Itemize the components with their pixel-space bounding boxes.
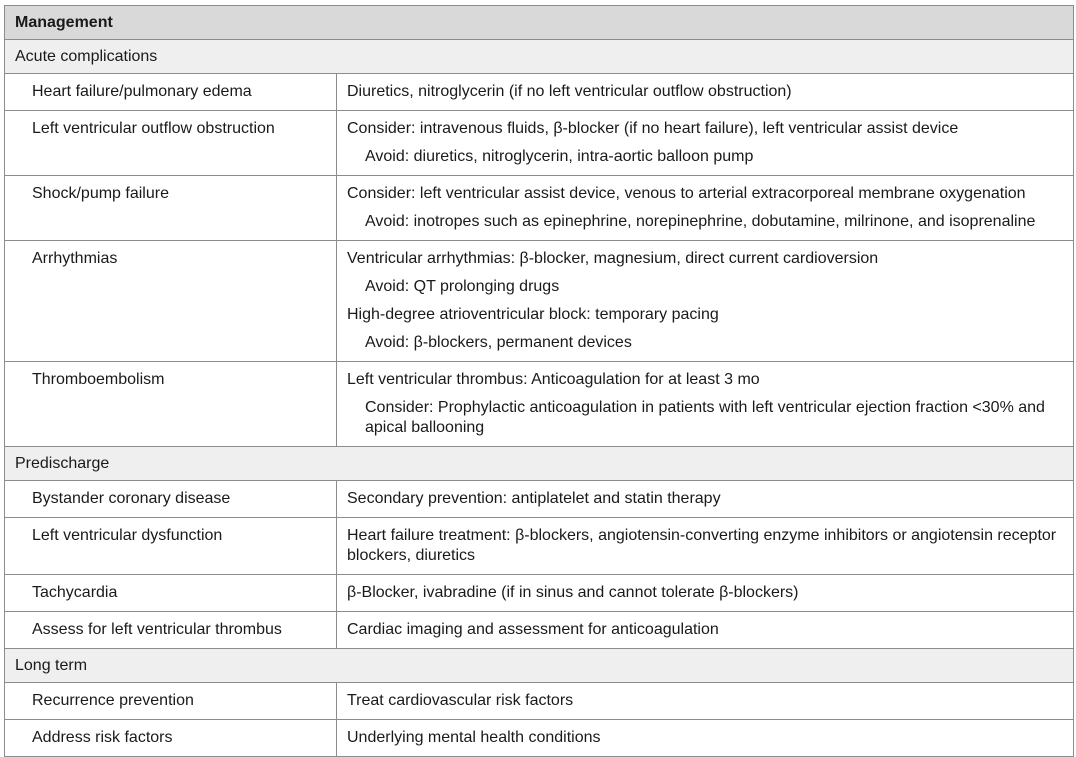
table-row [5,362,1074,447]
table-title: Management [5,6,1074,40]
row-management [337,176,1074,241]
table-row [5,575,1074,612]
row-label: Address risk factors [5,720,337,757]
management-line: Consider: left ventricular assist device, venous to arterial extracorporeal membrane oxygenation [347,185,1026,202]
row-management [337,111,1074,176]
row-label: Recurrence prevention [5,683,337,720]
management-line: Consider: intravenous fluids, β-blocker (if no heart failure), left ventricular assist device [347,120,959,137]
management-line: Treat cardiovascular risk factors [347,692,574,709]
row-label: Left ventricular outflow obstruction [5,111,337,176]
row-label: Tachycardia [5,575,337,612]
table-row [5,176,1074,241]
row-management [337,481,1074,518]
section-title: Long term [5,649,1074,683]
management-line: High-degree atrioventricular block: temporary pacing [347,306,719,323]
row-management [337,241,1074,362]
row-management [337,720,1074,757]
management-subline: Consider: Prophylactic anticoagulation in patients with left ventricular ejection fraction <30% and apical ballooning [365,399,1045,436]
table-row [5,518,1074,575]
management-subline: Avoid: β-blockers, permanent devices [365,334,632,351]
management-subline: Avoid: inotropes such as epinephrine, norepinephrine, dobutamine, milrinone, and isoprenaline [365,213,1036,230]
row-management [337,74,1074,111]
table-row [5,74,1074,111]
section-title: Predischarge [5,447,1074,481]
management-line: Cardiac imaging and assessment for anticoagulation [347,621,719,638]
row-label: Arrhythmias [5,241,337,362]
management-subline: Avoid: diuretics, nitroglycerin, intra-aortic balloon pump [365,148,754,165]
management-line: Secondary prevention: antiplatelet and statin therapy [347,490,721,507]
table-row [5,683,1074,720]
management-line: Diuretics, nitroglycerin (if no left ventricular outflow obstruction) [347,83,792,100]
table-row [5,612,1074,649]
table-header-row [5,6,1074,40]
table-body [5,40,1074,757]
table-row [5,720,1074,757]
row-label: Bystander coronary disease [5,481,337,518]
management-line: Underlying mental health conditions [347,729,601,746]
row-management [337,518,1074,575]
row-label: Heart failure/pulmonary edema [5,74,337,111]
management-table [4,5,1074,757]
row-label: Thromboembolism [5,362,337,447]
management-subline: Avoid: QT prolonging drugs [365,278,560,295]
row-management [337,683,1074,720]
table-row [5,241,1074,362]
table-row [5,111,1074,176]
section-row [5,649,1074,683]
row-management [337,362,1074,447]
management-line: Heart failure treatment: β-blockers, angiotensin-converting enzyme inhibitors or angiotensin receptor blockers, diuretics [347,527,1057,564]
section-row [5,40,1074,74]
row-label: Left ventricular dysfunction [5,518,337,575]
section-title: Acute complications [5,40,1074,74]
row-management [337,575,1074,612]
management-line: β-Blocker, ivabradine (if in sinus and cannot tolerate β-blockers) [347,584,799,601]
management-line: Left ventricular thrombus: Anticoagulation for at least 3 mo [347,371,760,388]
table-row [5,481,1074,518]
row-label: Assess for left ventricular thrombus [5,612,337,649]
section-row [5,447,1074,481]
management-line: Ventricular arrhythmias: β-blocker, magnesium, direct current cardioversion [347,250,879,267]
row-management [337,612,1074,649]
row-label: Shock/pump failure [5,176,337,241]
